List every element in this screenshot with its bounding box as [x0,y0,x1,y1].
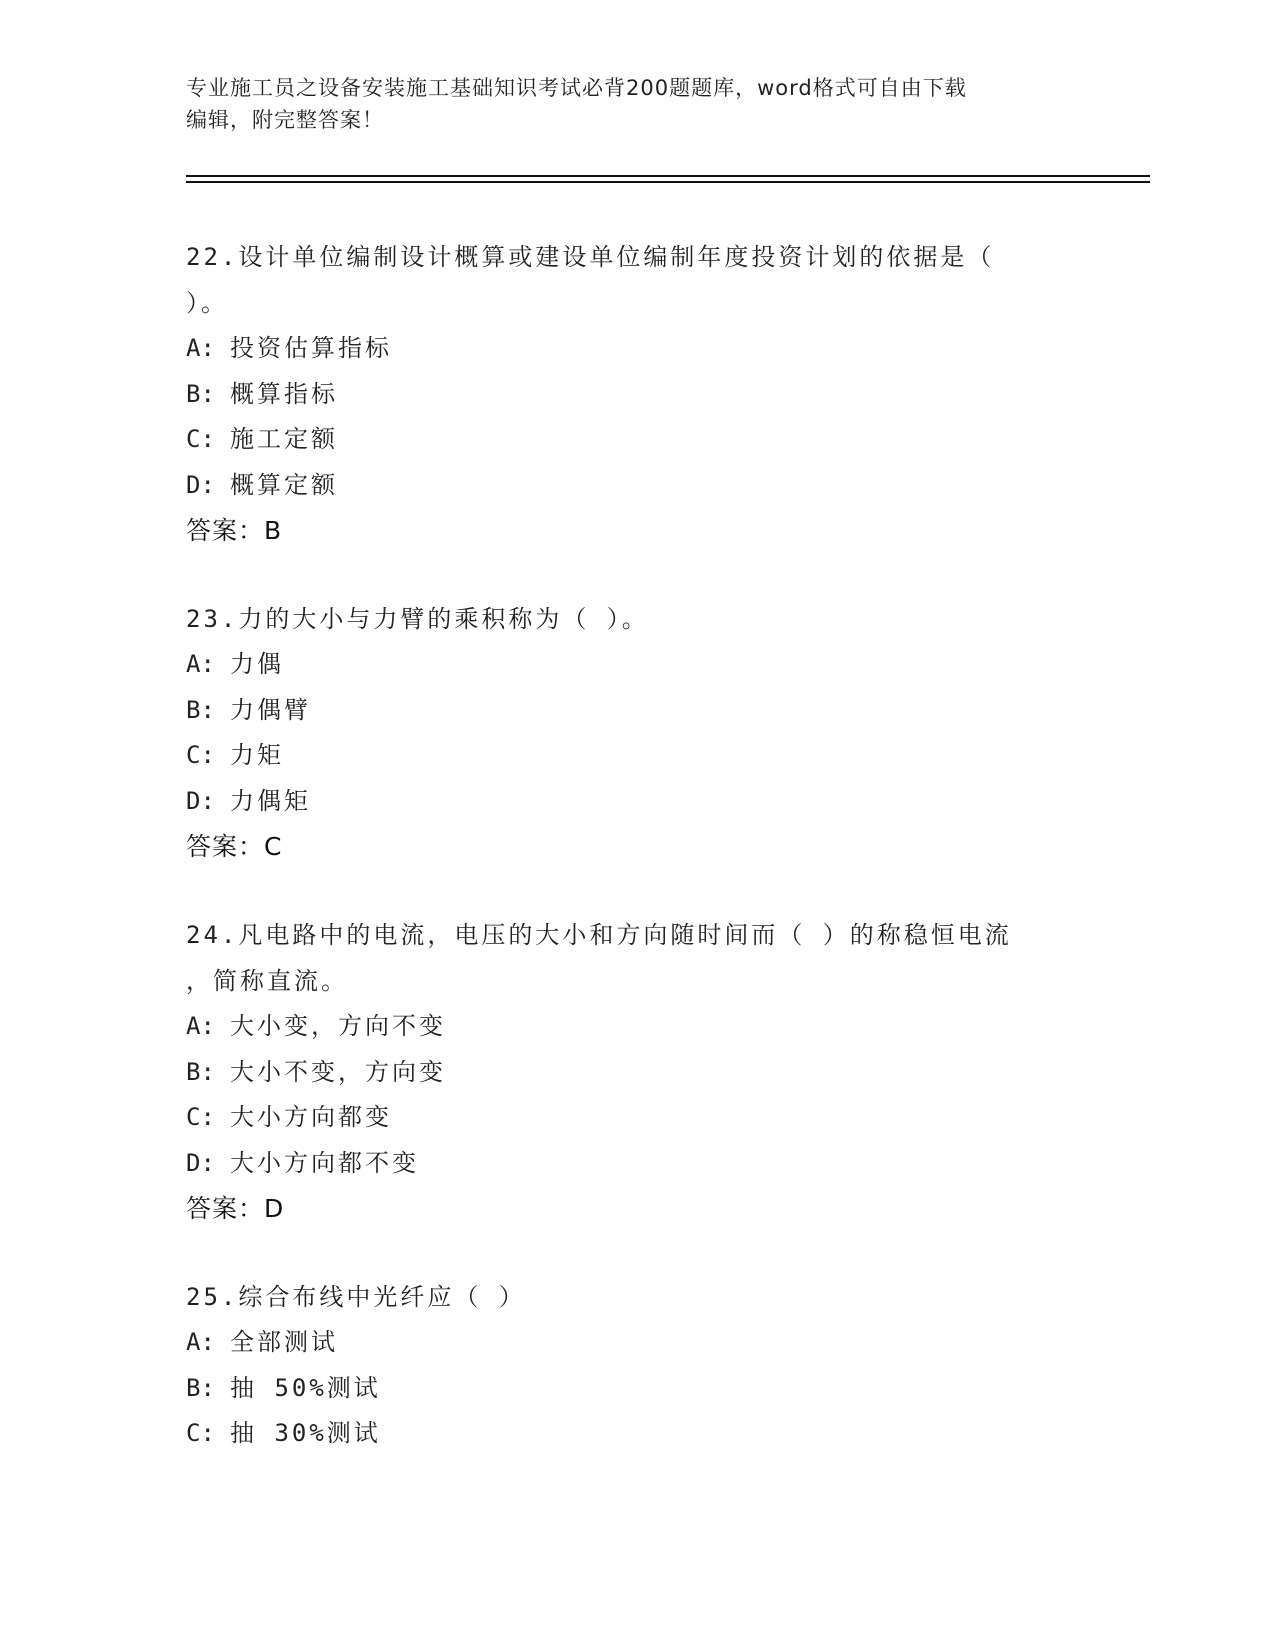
option-text: 力矩 [230,741,284,769]
option-text: 抽 30%测试 [230,1419,381,1447]
option-text: 概算定额 [230,470,338,499]
option-text: 投资估算指标 [230,334,392,362]
question-stem-line: 22.设计单位编制设计概算或建设单位编制年度投资计划的依据是（ [186,243,995,271]
option-letter: B: [186,1373,215,1402]
option-letter: A: [186,334,215,362]
option-text: 力偶 [230,650,284,678]
option-a [186,1004,1086,1050]
option-b [186,1050,1086,1096]
option-text: 大小不变，方向变 [230,1057,446,1086]
option-d [186,779,1086,825]
question-stem-line: 23.力的大小与力臂的乘积称为（ ）。 [186,605,649,633]
option-b [186,688,1086,734]
option-c [186,1095,1086,1141]
option-text: 概算指标 [230,379,338,408]
option-b [186,372,1086,418]
option-text: 大小变，方向不变 [230,1012,446,1040]
question-stem-line: 24.凡电路中的电流，电压的大小和方向随时间而（ ）的称稳恒电流 [186,921,1012,949]
question-23 [186,596,1086,870]
option-text: 施工定额 [230,425,338,453]
option-text: 大小方向都变 [230,1103,392,1131]
option-b [186,1366,1086,1412]
option-letter: C: [186,425,215,453]
option-d [186,1141,1086,1187]
option-letter: D: [186,786,215,815]
option-d [186,463,1086,509]
option-text: 力偶臂 [230,695,311,724]
option-letter: D: [186,470,215,499]
header-divider-top [186,175,1150,177]
question-22 [186,234,1086,554]
option-text: 大小方向都不变 [230,1148,419,1177]
option-c [186,417,1086,463]
option-letter: A: [186,1012,215,1040]
header-line-1: 专业施工员之设备安装施工基础知识考试必背200题题库，word格式可自由下载 [186,76,967,100]
option-letter: C: [186,1419,215,1447]
option-letter: C: [186,1103,215,1131]
document-header [186,72,1066,136]
option-letter: B: [186,1057,215,1086]
question-list [186,234,1086,1499]
question-stem-line: 25.综合布线中光纤应（ ） [186,1283,526,1311]
option-a [186,326,1086,372]
answer-line: 答案：C [186,832,283,861]
option-letter: A: [186,1328,215,1356]
option-letter: B: [186,695,215,724]
option-c [186,1411,1086,1457]
option-c [186,733,1086,779]
option-letter: B: [186,379,215,408]
question-stem-line: ，简称直流。 [186,967,348,995]
answer-line: 答案：B [186,516,283,545]
header-line-2: 编辑，附完整答案！ [186,108,384,132]
option-letter: D: [186,1148,215,1177]
question-25 [186,1274,1086,1457]
header-divider-bottom [186,181,1150,183]
question-stem-line: ）。 [186,289,228,317]
question-24 [186,912,1086,1232]
option-text: 抽 50%测试 [230,1373,381,1402]
answer-line: 答案：D [186,1194,285,1223]
option-letter: A: [186,650,215,678]
option-text: 力偶矩 [230,786,311,815]
option-letter: C: [186,741,215,769]
option-a [186,642,1086,688]
option-a [186,1320,1086,1366]
option-text: 全部测试 [230,1328,338,1356]
